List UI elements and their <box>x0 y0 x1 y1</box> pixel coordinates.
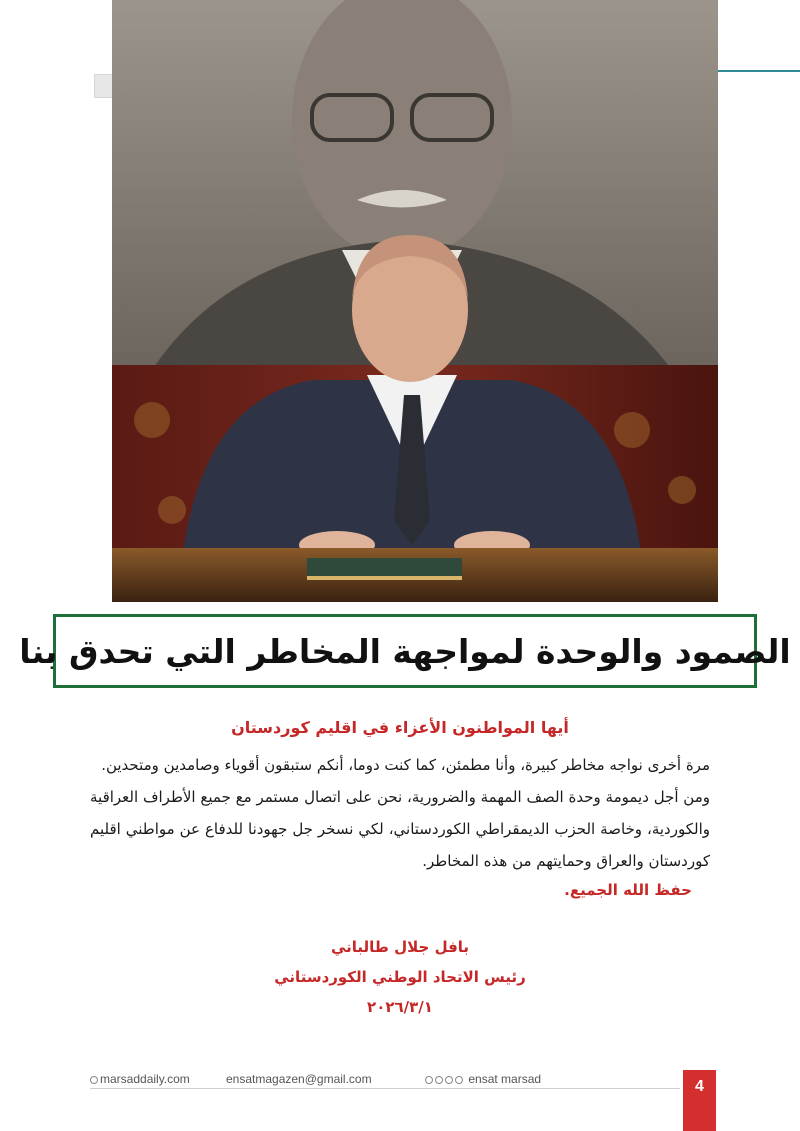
top-decorative-rule <box>710 70 800 72</box>
signatory-title: رئيس الاتحاد الوطني الكوردستاني <box>274 968 526 986</box>
signature-block <box>200 932 600 1022</box>
headline-frame <box>19 614 791 688</box>
greeting: أيها المواطنون الأعزاء في اقليم كوردستان <box>231 718 569 737</box>
twitter-icon[interactable] <box>435 1076 443 1084</box>
youtube-icon[interactable] <box>455 1076 463 1084</box>
paragraph: ومن أجل ديمومة وحدة الصف المهمة والضرورية، نحن على اتصال مستمر مع جميع الأطراف العراقية والكوردية، وخاصة الحزب الديمقراطي الكوردستاني، لكي نسخر جل جهودنا للدفاع عن مواطني اقليم كوردستان والعراق وحمايتهم من هذه المخاطر. <box>90 788 710 870</box>
footer-divider <box>90 1088 680 1089</box>
page-number: 4 <box>695 1078 704 1095</box>
globe-icon <box>90 1076 98 1084</box>
signature-date: ٢٠٢٦/٣/١ <box>367 998 433 1016</box>
footer-website[interactable] <box>90 1072 190 1086</box>
headline: الصمود والوحدة لمواجهة المخاطر التي تحدق بنا <box>19 631 791 671</box>
social-handle: ensat marsad <box>468 1072 542 1086</box>
facebook-icon[interactable] <box>425 1076 433 1084</box>
signatory-name: بافل جلال طالباني <box>330 938 470 956</box>
page-number-badge <box>683 1070 716 1131</box>
blessing: حفظ الله الجميع. <box>564 881 692 899</box>
email-text: ensatmagazen@gmail.com <box>226 1072 372 1086</box>
paragraph: مرة أخرى نواجه مخاطر كبيرة، وأنا مطمئن، كما كنت دوما، أنكم ستبقون أقوياء وصامدين ومتحدين. <box>101 756 710 774</box>
footer-social <box>425 1072 541 1086</box>
main-photo <box>112 0 718 602</box>
instagram-icon[interactable] <box>445 1076 453 1084</box>
footer-email[interactable] <box>226 1072 372 1086</box>
website-text: marsaddaily.com <box>100 1072 190 1086</box>
article-body <box>90 718 710 903</box>
